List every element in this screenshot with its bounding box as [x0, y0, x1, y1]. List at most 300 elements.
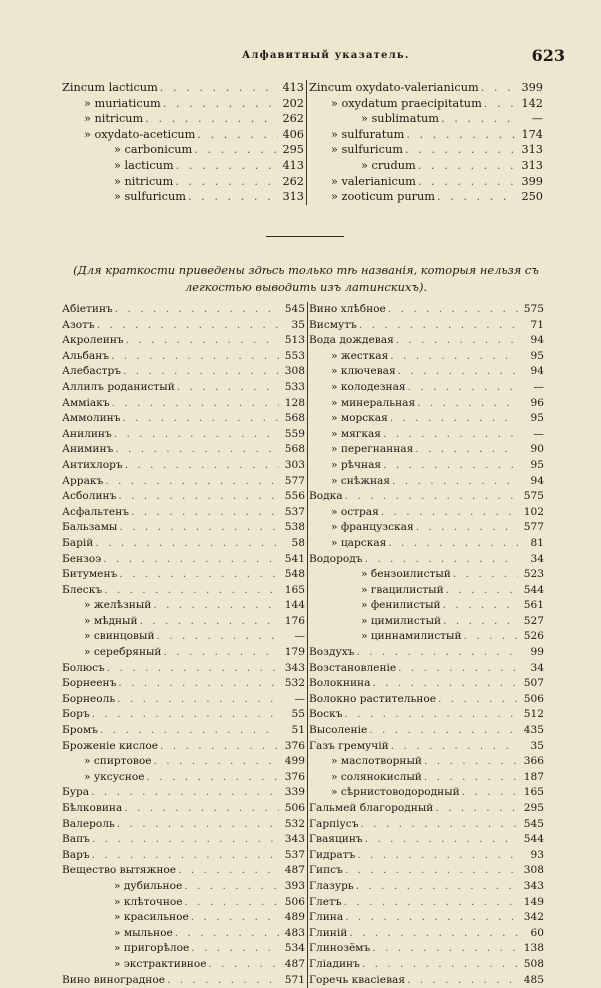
entry-term: Вино хлѣбное	[309, 303, 386, 315]
entry-term: Глинозёмъ	[309, 942, 371, 955]
leader-dots	[95, 318, 279, 334]
index-entry	[62, 583, 305, 599]
entry-term: Бальзамы	[62, 521, 118, 534]
leader-dots	[165, 973, 279, 988]
index-entry	[62, 80, 304, 96]
leader-dots	[122, 801, 279, 817]
index-entry	[309, 333, 544, 349]
entry-term: Болюсъ	[62, 661, 105, 674]
leader-dots	[388, 349, 518, 365]
entry-page-number: 94	[530, 365, 544, 378]
leader-dots	[343, 863, 518, 879]
index-entry	[309, 770, 544, 786]
entry-page-number: 366	[523, 755, 544, 768]
entry-term: Альбанъ	[62, 349, 110, 362]
entry-term: Аммiакъ	[62, 396, 110, 409]
entry-term: » экстрактивное	[114, 957, 207, 970]
leader-dots	[129, 505, 279, 521]
entry-term: » фенилистый	[361, 599, 441, 612]
index-entry	[62, 832, 305, 848]
entry-term: » желѣзный	[84, 599, 152, 612]
entry-term: Воздухъ	[309, 646, 355, 659]
index-entry	[62, 474, 305, 490]
entry-term: » острая	[331, 505, 379, 518]
leader-dots	[379, 505, 518, 521]
leader-dots	[90, 832, 279, 848]
leader-dots	[436, 692, 518, 708]
entry-term: » sublimatum	[361, 112, 440, 126]
entry-term: » цимилистый	[361, 614, 442, 627]
entry-page-number: 544	[523, 583, 544, 596]
leader-dots	[145, 770, 279, 786]
index-entry	[62, 723, 305, 739]
leader-dots	[413, 442, 518, 458]
leader-dots	[405, 973, 518, 988]
entry-term: » zooticum purum	[331, 190, 436, 204]
entry-page-number: 561	[523, 599, 544, 612]
index-entry	[62, 863, 305, 879]
index-entry	[309, 754, 544, 770]
leader-dots	[435, 189, 517, 205]
leader-dots	[89, 785, 279, 801]
leader-dots	[390, 474, 518, 490]
leader-dots	[189, 910, 279, 926]
entry-term: Борнеенъ	[62, 677, 117, 690]
entry-page-number: 149	[523, 895, 544, 908]
index-entry	[309, 552, 544, 568]
leader-dots	[444, 583, 518, 599]
latin-index-right-column	[309, 80, 543, 205]
entry-page-number: 71	[530, 318, 544, 331]
entry-term: » nitricum	[114, 174, 174, 188]
index-entry	[309, 396, 544, 412]
entry-term: » клѣточное	[114, 895, 183, 908]
entry-term: Алебастръ	[62, 365, 122, 378]
entry-page-number: 489	[284, 911, 305, 924]
index-entry	[309, 536, 544, 552]
entry-term: Высоленіе	[309, 724, 368, 737]
index-entry	[309, 848, 544, 864]
entry-term: » уксусное	[84, 770, 145, 783]
entry-term: » carbonicum	[114, 143, 193, 157]
index-entry	[309, 111, 543, 127]
leader-dots	[367, 723, 518, 739]
entry-page-number: 165	[284, 583, 305, 596]
index-entry	[62, 536, 305, 552]
index-entry	[309, 489, 544, 505]
leader-dots	[183, 895, 279, 911]
entry-page-number: —	[294, 630, 305, 643]
entry-term: » мѣдный	[84, 614, 138, 627]
leader-dots	[479, 80, 517, 96]
entry-term: Газъ гремучій	[309, 739, 389, 752]
index-entry	[309, 739, 544, 755]
leader-dots	[462, 629, 518, 645]
entry-page-number: 142	[521, 96, 543, 110]
entry-term: Глина	[309, 911, 344, 924]
entry-page-number: 35	[530, 739, 544, 752]
entry-page-number: —	[531, 112, 543, 126]
leader-dots	[370, 941, 518, 957]
entry-page-number: 548	[284, 568, 305, 581]
index-entry	[62, 189, 304, 205]
leader-dots	[151, 598, 279, 614]
entry-term: » рѣчная	[331, 458, 382, 471]
leader-dots	[175, 380, 279, 396]
index-entry	[62, 739, 305, 755]
entry-term: Волокно растительное	[309, 692, 436, 705]
leader-dots	[354, 645, 518, 661]
entry-page-number: 553	[284, 349, 305, 362]
leader-dots	[360, 957, 518, 973]
entry-page-number: 393	[284, 879, 305, 892]
leader-dots	[396, 661, 518, 677]
leader-dots	[116, 676, 279, 692]
leader-dots	[439, 111, 517, 127]
entry-term: Броженіе кислое	[62, 739, 159, 752]
index-entry	[309, 817, 544, 833]
entry-page-number: 94	[530, 474, 544, 487]
entry-term: » циннамилистый	[361, 630, 462, 643]
index-entry	[309, 707, 544, 723]
index-entry	[62, 158, 304, 174]
index-entry	[62, 567, 305, 583]
leader-dots	[158, 80, 278, 96]
leader-dots	[176, 863, 279, 879]
entry-page-number: 138	[523, 942, 544, 955]
leader-dots	[433, 801, 518, 817]
entry-page-number: 308	[284, 365, 305, 378]
leader-dots	[93, 536, 279, 552]
leader-dots	[117, 520, 279, 536]
index-entry	[309, 583, 544, 599]
entry-term: » колодезная	[331, 380, 406, 393]
leader-dots	[182, 879, 279, 895]
index-entry	[309, 629, 544, 645]
leader-dots	[357, 318, 518, 334]
entry-term: Висмутъ	[309, 318, 357, 331]
leader-dots	[143, 111, 278, 127]
entry-term: Гліадинъ	[309, 957, 360, 970]
index-entry	[62, 629, 305, 645]
page-number: 623	[531, 46, 565, 65]
entry-term: Валероль	[62, 817, 115, 830]
index-entry	[309, 127, 543, 143]
entry-term: Борнеоль	[62, 692, 116, 705]
entry-term: Аниминъ	[62, 443, 114, 456]
entry-term: » царская	[331, 536, 387, 549]
index-entry	[62, 411, 305, 427]
entry-page-number: 187	[523, 770, 544, 783]
entry-term: Блескъ	[62, 583, 103, 596]
entry-page-number: 262	[282, 112, 304, 126]
entry-page-number: 35	[291, 318, 305, 331]
entry-term: » oxydatum praecipitatum	[331, 96, 482, 110]
entry-page-number: 303	[284, 458, 305, 471]
entry-page-number: 575	[523, 303, 544, 315]
entry-term: Zincum oxydato-valerianicum	[309, 81, 479, 94]
entry-page-number: 577	[523, 521, 544, 534]
entry-term: » дубильное	[114, 879, 183, 892]
entry-page-number: 527	[523, 614, 544, 627]
leader-dots	[381, 427, 518, 443]
index-entry	[309, 661, 544, 677]
index-entry	[62, 552, 305, 568]
entry-term: Арракъ	[62, 474, 104, 487]
entry-term: Возстановленіе	[309, 661, 397, 674]
entry-term: » солянокислый	[331, 770, 422, 783]
index-entry	[62, 458, 305, 474]
entry-page-number: 343	[284, 833, 305, 846]
leader-dots	[386, 536, 518, 552]
index-entry	[62, 396, 305, 412]
entry-page-number: 95	[530, 458, 544, 471]
entry-page-number: 506	[284, 895, 305, 908]
leader-dots	[101, 552, 279, 568]
entry-page-number: 507	[523, 677, 544, 690]
entry-page-number: 99	[530, 646, 544, 659]
entry-page-number: 533	[284, 380, 305, 393]
entry-page-number: 537	[284, 505, 305, 518]
entry-page-number: 568	[284, 412, 305, 425]
index-entry	[62, 692, 305, 708]
leader-dots	[441, 598, 518, 614]
leader-dots	[389, 739, 518, 755]
index-entry	[309, 598, 544, 614]
leader-dots	[358, 817, 518, 833]
index-entry	[309, 910, 544, 926]
entry-page-number: 51	[291, 724, 305, 737]
entry-page-number: 568	[284, 443, 305, 456]
leader-dots	[155, 629, 279, 645]
index-entry	[309, 676, 544, 692]
leader-dots	[121, 364, 279, 380]
entry-term: » сѣрнистоводородный	[331, 786, 460, 799]
entry-page-number: 538	[284, 521, 305, 534]
entry-page-number: 174	[521, 127, 543, 141]
entry-term: Битуменъ	[62, 568, 118, 581]
index-entry	[309, 832, 544, 848]
index-entry	[62, 142, 304, 158]
index-entry	[309, 174, 543, 190]
leader-dots	[415, 396, 518, 412]
entry-page-number: 399	[521, 174, 543, 188]
leader-dots	[342, 707, 518, 723]
entry-term: Гипсъ	[309, 864, 343, 877]
leader-dots	[120, 411, 279, 427]
entry-page-number: 93	[530, 848, 544, 861]
russian-index-left-column	[62, 302, 308, 988]
entry-term: » мыльное	[114, 926, 173, 939]
entry-term: Бѣлковина	[62, 802, 123, 814]
entry-term: Аллилъ роданистый	[62, 380, 175, 393]
entry-term: Асболинъ	[62, 490, 117, 503]
index-entry	[62, 111, 304, 127]
entry-page-number: 571	[284, 973, 305, 986]
entry-page-number: 250	[521, 190, 543, 204]
leader-dots	[460, 785, 518, 801]
leader-dots	[113, 302, 279, 318]
index-entry	[62, 598, 305, 614]
entry-page-number: 506	[523, 692, 544, 705]
index-entry	[309, 520, 544, 536]
leader-dots	[98, 723, 279, 739]
entry-page-number: 556	[284, 490, 305, 503]
index-entry	[309, 785, 544, 801]
leader-dots	[192, 142, 278, 158]
entry-page-number: 144	[284, 599, 305, 612]
leader-dots	[115, 692, 279, 708]
entry-page-number: —	[294, 692, 305, 705]
entry-page-number: 523	[523, 568, 544, 581]
leader-dots	[416, 174, 517, 190]
index-entry	[62, 941, 305, 957]
index-entry	[309, 645, 544, 661]
entry-page-number: 506	[284, 802, 305, 814]
entry-term: Волокнина	[309, 677, 371, 690]
leader-dots	[115, 817, 279, 833]
index-entry	[62, 96, 304, 112]
entry-term: » свинцовый	[84, 630, 155, 643]
leader-dots	[90, 707, 279, 723]
entry-page-number: 339	[284, 786, 305, 799]
entry-page-number: 179	[284, 646, 305, 659]
entry-term: » lacticum	[114, 158, 174, 172]
index-entry	[62, 817, 305, 833]
leader-dots	[173, 174, 278, 190]
index-entry	[309, 142, 543, 158]
index-entry	[309, 895, 544, 911]
index-entry	[62, 770, 305, 786]
index-entry	[62, 505, 305, 521]
index-entry	[309, 411, 544, 427]
entry-page-number: 541	[284, 552, 305, 565]
entry-page-number: 526	[523, 630, 544, 643]
entry-page-number: 34	[530, 552, 544, 565]
leader-dots	[422, 770, 518, 786]
index-entry	[309, 614, 544, 630]
leader-dots	[109, 349, 279, 365]
entry-term: » снѣжная	[331, 474, 391, 487]
leader-dots	[116, 489, 279, 505]
entry-page-number: 165	[523, 786, 544, 799]
entry-term: » мягкая	[331, 427, 381, 440]
leader-dots	[482, 96, 517, 112]
russian-index-right-column	[309, 302, 544, 988]
entry-page-number: 508	[523, 957, 544, 970]
index-entry	[309, 427, 544, 443]
entry-page-number: 575	[523, 490, 544, 503]
section-note: (Для краткости приведены здѣсь только тѣ названія, которыя нельзя съ легкостью выводить изъ латинскихъ).	[73, 263, 539, 294]
leader-dots	[123, 458, 279, 474]
leader-dots	[112, 427, 279, 443]
entry-term: Азотъ	[62, 318, 95, 331]
entry-page-number: 577	[284, 474, 305, 487]
index-entry	[309, 879, 544, 895]
entry-term: » бензоилистый	[361, 568, 451, 581]
entry-term: » crudum	[361, 158, 416, 172]
entry-term: Вапъ	[62, 833, 90, 846]
entry-page-number: 545	[523, 817, 544, 830]
entry-page-number: 487	[284, 864, 305, 877]
entry-page-number: 202	[282, 96, 304, 110]
index-entry	[309, 941, 544, 957]
leader-dots	[343, 489, 518, 505]
entry-term: Горечь квасіевая	[309, 973, 406, 986]
entry-term: Анилинъ	[62, 427, 112, 440]
entry-term: » спиртовое	[84, 755, 152, 768]
leader-dots	[370, 676, 518, 692]
entry-term: Гарпіусъ	[309, 817, 359, 830]
entry-page-number: 313	[521, 158, 543, 172]
index-entry	[62, 848, 305, 864]
entry-term: Гваяцинъ	[309, 833, 363, 846]
leader-dots	[105, 661, 279, 677]
leader-dots	[158, 739, 279, 755]
entry-page-number: 532	[284, 677, 305, 690]
leader-dots	[195, 127, 278, 143]
index-entry	[62, 645, 305, 661]
leader-dots	[161, 96, 278, 112]
entry-term: » nitricum	[84, 112, 144, 126]
entry-page-number: 295	[523, 802, 544, 814]
running-title: Алфавитный указатель.	[242, 50, 410, 61]
entry-page-number: 102	[523, 505, 544, 518]
entry-page-number: 313	[282, 190, 304, 204]
leader-dots	[396, 364, 518, 380]
entry-page-number: 295	[282, 143, 304, 157]
entry-page-number: 399	[521, 81, 543, 94]
entry-term: Варъ	[62, 848, 90, 861]
index-entry	[62, 801, 305, 817]
index-entry	[309, 458, 544, 474]
entry-page-number: 532	[284, 817, 305, 830]
entry-page-number: 90	[530, 443, 544, 456]
index-entry	[62, 442, 305, 458]
entry-page-number: 559	[284, 427, 305, 440]
entry-page-number: 376	[284, 770, 305, 783]
index-entry	[62, 676, 305, 692]
leader-dots	[117, 567, 279, 583]
index-entry	[62, 957, 305, 973]
entry-term: » sulfuratum	[331, 127, 405, 141]
index-entry	[309, 692, 544, 708]
index-entry	[309, 926, 544, 942]
leader-dots	[343, 910, 518, 926]
entry-term: Боръ	[62, 708, 90, 721]
entry-term: » французская	[331, 521, 414, 534]
entry-term: Гидратъ	[309, 848, 356, 861]
entry-term: » valerianicum	[331, 174, 416, 188]
leader-dots	[103, 474, 279, 490]
entry-term: Водка	[309, 490, 343, 503]
index-entry	[62, 614, 305, 630]
entry-page-number: 176	[284, 614, 305, 627]
leader-dots	[189, 941, 279, 957]
entry-term: Асфальтенъ	[62, 505, 129, 518]
index-entry	[309, 364, 544, 380]
index-entry	[62, 349, 305, 365]
entry-page-number: 376	[284, 739, 305, 752]
entry-term: Гальмей благородный	[309, 802, 434, 814]
entry-page-number: —	[533, 380, 544, 393]
leader-dots	[347, 926, 518, 942]
index-entry	[309, 442, 544, 458]
leader-dots	[381, 458, 518, 474]
index-entry	[62, 895, 305, 911]
entry-page-number: —	[533, 427, 544, 440]
leader-dots	[441, 614, 518, 630]
